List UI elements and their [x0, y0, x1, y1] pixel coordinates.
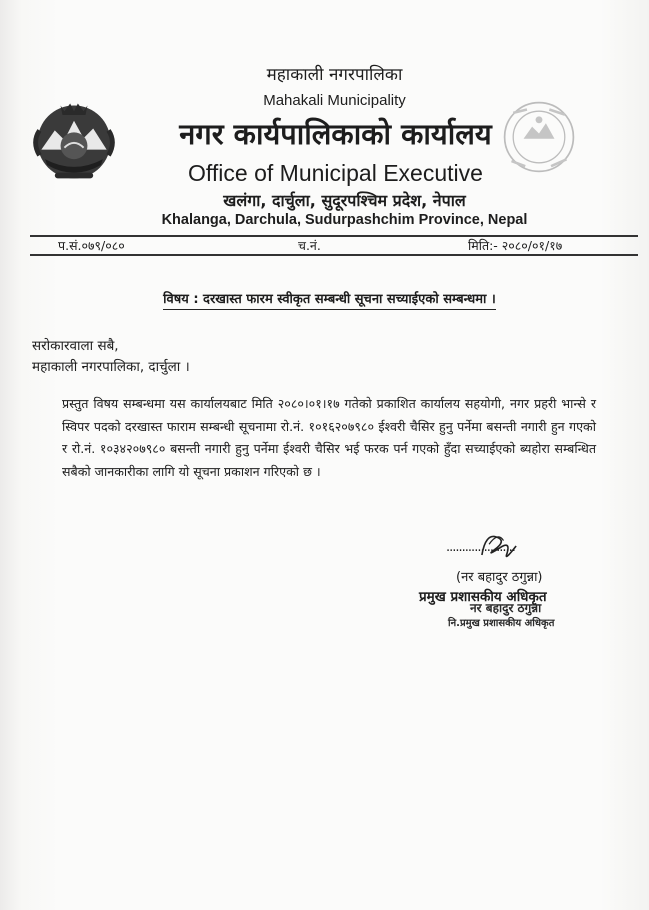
municipality-name-nepali: महाकाली नगरपालिका	[266, 65, 403, 85]
address-nepali: खलंगा, दार्चुला, सुदूरपश्चिम प्रदेश, नेपाल	[223, 191, 466, 210]
stamp-title: नि.प्रमुख प्रशासकीय अधिकृत	[448, 618, 555, 629]
address-english: Khalanga, Darchula, Sudurpashchim Province, Nepal	[161, 212, 528, 228]
letter-date: मिति:- २०८०/०१/१७	[468, 238, 563, 253]
addressee-line-2: महाकाली नगरपालिका, दार्चुला ।	[32, 359, 190, 375]
subject-line	[0, 289, 649, 307]
header-divider-bottom	[30, 254, 638, 256]
handwritten-signature-icon	[476, 528, 522, 564]
dispatch-number: च.नं.	[298, 238, 321, 253]
addressee-line-1: सरोकारवाला सबै,	[32, 338, 119, 354]
signature-dots: ......................	[446, 540, 515, 555]
notice-body: प्रस्तुत विषय सम्बन्धमा यस कार्यालयबाट मिति २०८०।०१।१७ गतेको प्रकाशित कार्यालय सहयोगी, नगर प्रहरी भान्से र स्विपर पदको दरखास्त फाराम सम्बन्धी सूचनामा रो.नं. १०१६२०७९८० ईश्वरी चैसिर हुनु पर्नेमा बसन्ती नगारी हुन गएको र रो.नं. १०३४२०७९८० बसन्ती नगारी हुनु पर्नेमा ईश्वरी चैसिर भई फरक पर्न गएको हुँदा सच्याईएको ब्यहोरा सम्बन्धित सबैको जानकारीका लागि यो सूचना प्रकाशन गरिएको छ ।	[62, 396, 596, 479]
signatory-name: (नर बहादुर ठगुन्ना)	[456, 570, 543, 585]
letter-number: प.सं.०७९/०८०	[58, 238, 125, 253]
subject-text: विषय : दरखास्त फारम स्वीकृत सम्बन्धी सूचना सच्याईएको सम्बन्धमा ।	[163, 292, 496, 310]
office-name-nepali: नगर कार्यपालिकाको कार्यालय	[179, 117, 492, 151]
office-name-english: Office of Municipal Executive	[188, 160, 483, 186]
stamp-name: नर बहादुर ठगुन्ना	[470, 601, 542, 615]
signatory-designation: प्रमुख प्रशासकीय अधिकृत	[419, 589, 547, 605]
municipality-name-english: Mahakali Municipality	[263, 92, 406, 109]
